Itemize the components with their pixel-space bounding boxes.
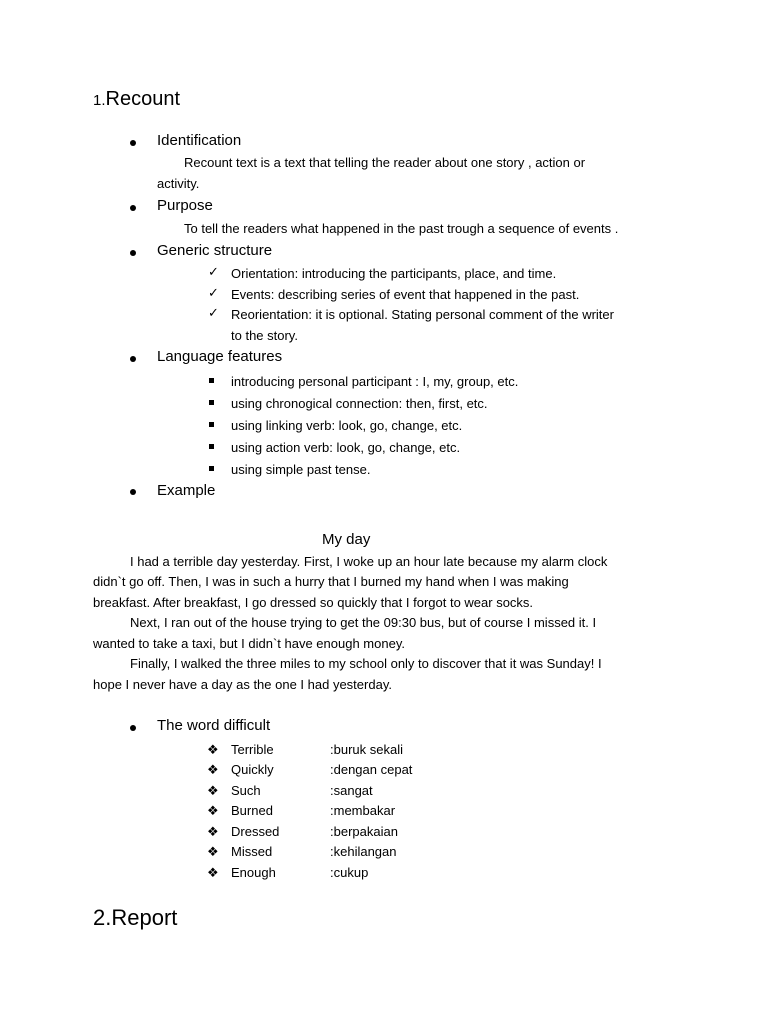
generic-item: Orientation: introducing the participants, place, and time. — [231, 266, 557, 281]
generic-item: Events: describing series of event that happened in the past. — [231, 287, 580, 302]
bullet-icon — [130, 250, 136, 256]
language-item: introducing personal participant : I, my, group, etc. — [231, 374, 519, 389]
vocab-meaning: :sangat — [330, 783, 373, 798]
generic-item-continuation: to the story. — [231, 328, 298, 343]
bullet-icon — [130, 725, 136, 731]
square-bullet-icon — [209, 466, 214, 471]
diamond-bullet-icon: ❖ — [207, 742, 219, 757]
purpose-heading: Purpose — [157, 197, 213, 214]
generic-structure-heading: Generic structure — [157, 242, 273, 259]
identification-heading: Identification — [157, 132, 242, 149]
word-difficult-heading: The word difficult — [157, 717, 271, 734]
generic-item: Reorientation: it is optional. Stating personal comment of the writer — [231, 307, 614, 322]
vocab-word: Burned — [231, 803, 273, 818]
vocab-meaning: :dengan cepat — [330, 762, 413, 777]
purpose-text: To tell the readers what happened in the past trough a sequence of events . — [184, 221, 619, 236]
diamond-bullet-icon: ❖ — [207, 824, 219, 839]
bullet-icon — [130, 205, 136, 211]
vocab-word: Enough — [231, 865, 276, 880]
section-title: Recount — [105, 88, 181, 110]
vocab-word: Such — [231, 783, 261, 798]
example-line: Finally, I walked the three miles to my school only to discover that it was Sunday! I — [130, 656, 602, 671]
diamond-bullet-icon: ❖ — [207, 844, 219, 859]
section-number: 1. — [93, 92, 106, 109]
language-features-heading: Language features — [157, 348, 283, 365]
example-line: didn`t go off. Then, I was in such a hurry that I burned my hand when I was making — [93, 574, 569, 589]
language-item: using linking verb: look, go, change, etc. — [231, 418, 463, 433]
example-line: hope I never have a day as the one I had yesterday. — [93, 677, 392, 692]
example-line: wanted to take a taxi, but I didn`t have enough money. — [93, 636, 405, 651]
diamond-bullet-icon: ❖ — [207, 783, 219, 798]
diamond-bullet-icon: ❖ — [207, 762, 219, 777]
section-heading-report: 2.Report — [93, 905, 178, 930]
vocab-word: Quickly — [231, 762, 274, 777]
check-icon: ✓ — [208, 285, 219, 300]
section-heading-recount — [93, 88, 180, 111]
identification-line-1: Recount text is a text that telling the reader about one story , action or — [184, 155, 586, 170]
square-bullet-icon — [209, 378, 214, 383]
vocab-meaning: :buruk sekali — [330, 742, 403, 757]
square-bullet-icon — [209, 400, 214, 405]
example-line: I had a terrible day yesterday. First, I woke up an hour late because my alarm clock — [130, 554, 608, 569]
vocab-meaning: :membakar — [330, 803, 396, 818]
diamond-bullet-icon: ❖ — [207, 865, 219, 880]
bullet-icon — [130, 489, 136, 495]
diamond-bullet-icon: ❖ — [207, 803, 219, 818]
example-title: My day — [322, 531, 371, 548]
bullet-icon — [130, 140, 136, 146]
vocab-meaning: :cukup — [330, 865, 369, 880]
identification-line-2: activity. — [157, 176, 200, 191]
example-line: Next, I ran out of the house trying to get the 09:30 bus, but of course I missed it. I — [130, 615, 597, 630]
vocab-word: Missed — [231, 844, 273, 859]
vocab-meaning: :kehilangan — [330, 844, 397, 859]
language-item: using simple past tense. — [231, 462, 371, 477]
language-item: using action verb: look, go, change, etc. — [231, 440, 461, 455]
example-line: breakfast. After breakfast, I go dressed so quickly that I forgot to wear socks. — [93, 595, 534, 610]
vocab-word: Dressed — [231, 824, 280, 839]
square-bullet-icon — [209, 422, 214, 427]
example-heading: Example — [157, 482, 216, 499]
vocab-meaning: :berpakaian — [330, 824, 398, 839]
check-icon: ✓ — [208, 264, 219, 279]
bullet-icon — [130, 356, 136, 362]
check-icon: ✓ — [208, 305, 219, 320]
language-item: using chronogical connection: then, first, etc. — [231, 396, 488, 411]
vocab-word: Terrible — [231, 742, 274, 757]
square-bullet-icon — [209, 444, 214, 449]
